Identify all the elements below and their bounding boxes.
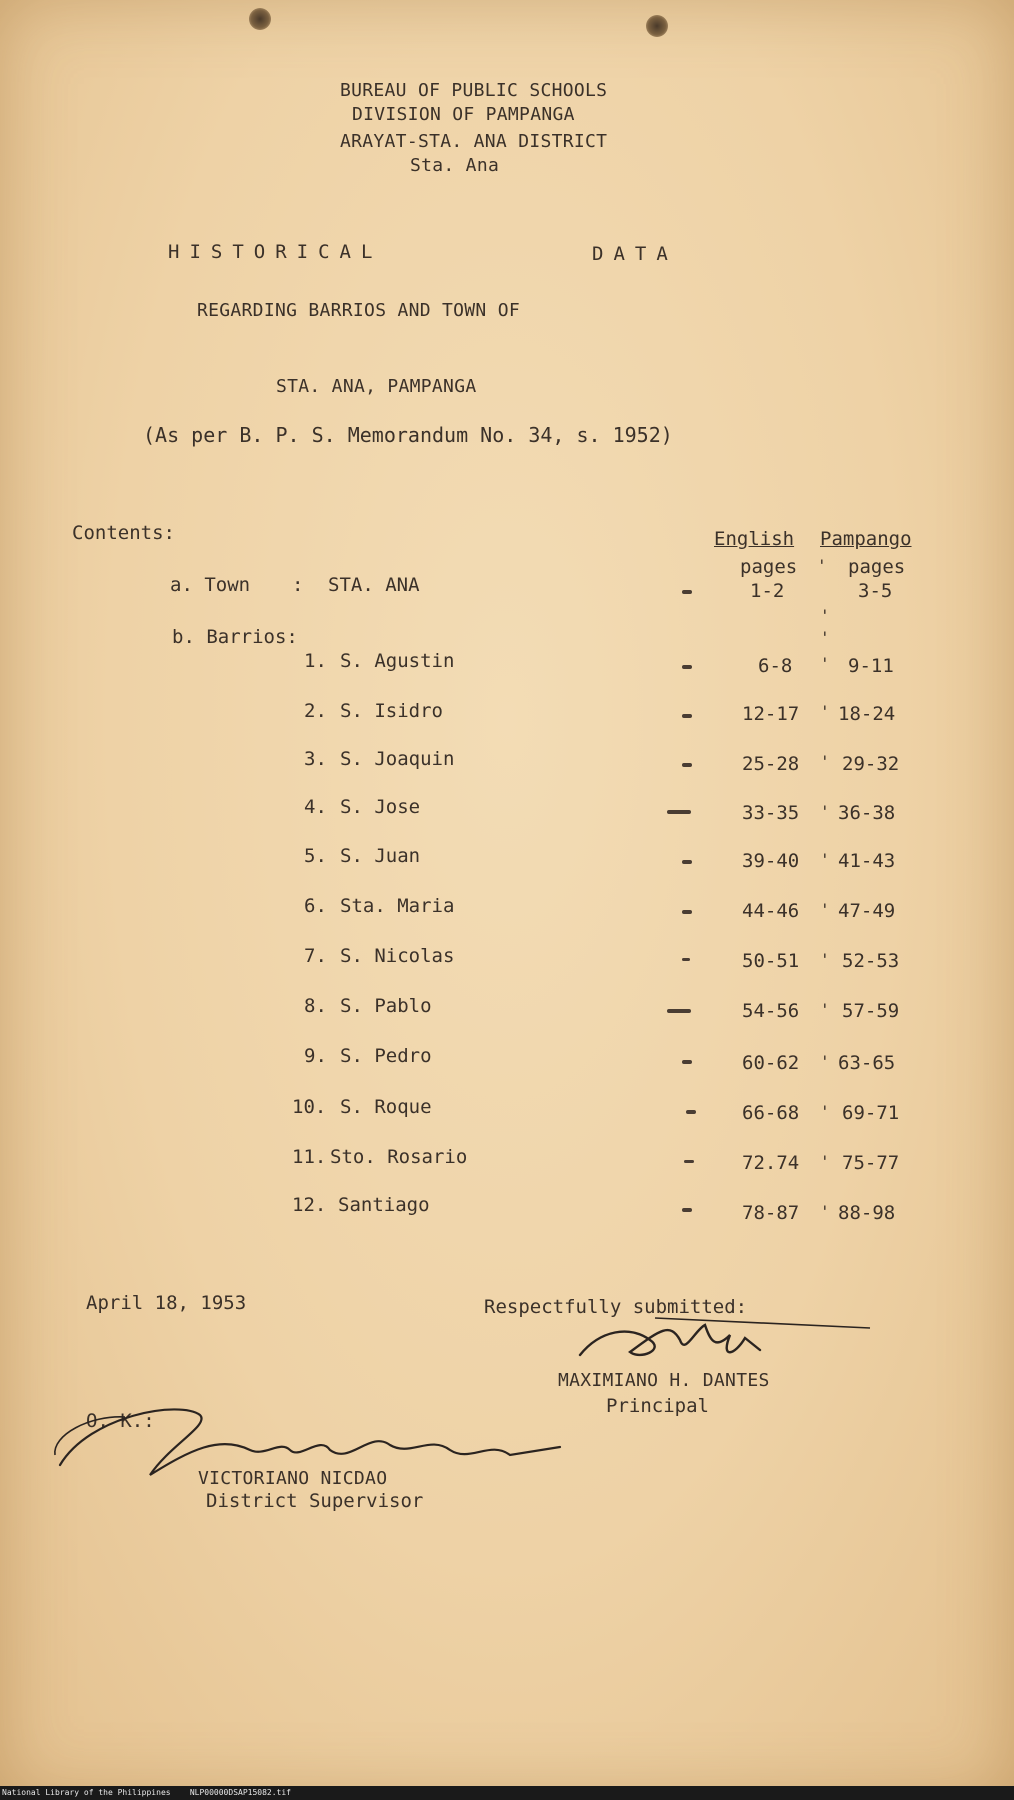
- subtitle: REGARDING BARRIOS AND TOWN OF: [197, 300, 520, 321]
- barrio-pampango-pages: 69-71: [842, 1102, 900, 1124]
- column-separator: ': [820, 1152, 830, 1171]
- barrio-name: S. Nicolas: [340, 945, 455, 967]
- town-pampango-pages: 3-5: [858, 580, 893, 602]
- barrio-name: Sta. Maria: [340, 895, 455, 917]
- column-separator: ': [820, 1202, 830, 1221]
- column-pampango-pages: pages: [848, 556, 906, 578]
- column-separator: ': [817, 556, 827, 575]
- barrio-english-pages: 54-56: [742, 1000, 800, 1022]
- column-separator: ': [820, 702, 830, 721]
- barrio-number: 4.: [304, 796, 327, 818]
- supervisor-title: District Supervisor: [206, 1490, 424, 1512]
- barrio-name: S. Pedro: [340, 1045, 432, 1067]
- barrio-english-pages: 50-51: [742, 950, 800, 972]
- barrio-name: S. Isidro: [340, 700, 443, 722]
- barrio-pampango-pages: 75-77: [842, 1152, 900, 1174]
- barrio-english-pages: 39-40: [742, 850, 800, 872]
- barrio-pampango-pages: 9-11: [848, 655, 894, 677]
- barrio-pampango-pages: 41-43: [838, 850, 896, 872]
- contents-label: Contents:: [72, 522, 175, 544]
- ok-label: O. K.:: [86, 1410, 155, 1432]
- barrio-number: 8.: [304, 995, 327, 1017]
- barrio-number: 10.: [292, 1096, 327, 1118]
- barrio-dash: [682, 763, 692, 767]
- town-dash: [682, 590, 692, 594]
- barrio-number: 5.: [304, 845, 327, 867]
- barrio-english-pages: 60-62: [742, 1052, 800, 1074]
- column-separator: ': [820, 1102, 830, 1121]
- barrio-dash: [682, 860, 692, 864]
- column-separator: ': [820, 1052, 830, 1071]
- barrio-dash: [682, 714, 692, 718]
- header-district: ARAYAT-STA. ANA DISTRICT: [340, 131, 608, 152]
- barrio-english-pages: 12-17: [742, 703, 800, 725]
- punch-hole-left: [249, 8, 271, 30]
- barrio-number: 3.: [304, 748, 327, 770]
- column-separator: ': [820, 950, 830, 969]
- barrio-english-pages: 66-68: [742, 1102, 800, 1124]
- barrio-pampango-pages: 47-49: [838, 900, 896, 922]
- barrio-name: S. Juan: [340, 845, 421, 867]
- barrio-name: S. Jose: [340, 796, 421, 818]
- barrio-english-pages: 6-8: [758, 655, 793, 677]
- barrio-number: 2.: [304, 700, 327, 722]
- supervisor-name: VICTORIANO NICDAO: [198, 1468, 388, 1489]
- column-separator: ': [820, 606, 830, 625]
- punch-hole-right: [646, 15, 668, 37]
- barrio-pampango-pages: 29-32: [842, 753, 900, 775]
- town-name: STA. ANA: [328, 574, 420, 596]
- barrio-number: 7.: [304, 945, 327, 967]
- barrio-dash: [682, 665, 692, 669]
- memo-reference: (As per B. P. S. Memorandum No. 34, s. 1952): [143, 423, 673, 447]
- column-separator: ': [820, 654, 830, 673]
- barrio-dash: [682, 1060, 692, 1064]
- barrio-pampango-pages: 36-38: [838, 802, 896, 824]
- column-separator: ': [820, 1000, 830, 1019]
- principal-signature: [570, 1300, 890, 1370]
- barrio-name: Santiago: [338, 1194, 430, 1216]
- header-bureau: BUREAU OF PUBLIC SCHOOLS: [340, 80, 608, 101]
- scan-footer: [0, 1786, 1014, 1800]
- town-english-pages: 1-2: [750, 580, 785, 602]
- principal-name: MAXIMIANO H. DANTES: [558, 1370, 770, 1391]
- barrio-name: S. Roque: [340, 1096, 432, 1118]
- header-division: DIVISION OF PAMPANGA: [352, 104, 575, 125]
- town-separator: :: [292, 574, 304, 596]
- barrio-pampango-pages: 18-24: [838, 703, 896, 725]
- barrio-name: S. Joaquin: [340, 748, 455, 770]
- column-separator: ': [820, 628, 830, 647]
- barrio-dash: [686, 1110, 696, 1114]
- barrio-dash: [682, 1208, 692, 1212]
- town-prefix: a. Town: [170, 574, 251, 596]
- barrio-number: 1.: [304, 650, 327, 672]
- barrio-english-pages: 78-87: [742, 1202, 800, 1224]
- barrio-english-pages: 33-35: [742, 802, 800, 824]
- respectfully-submitted: Respectfully submitted:: [484, 1296, 748, 1318]
- barrio-dash: [682, 910, 692, 914]
- title-historical: HISTORICAL: [168, 241, 383, 263]
- title-data: DATA: [592, 243, 678, 265]
- barrio-number: 9.: [304, 1045, 327, 1067]
- column-separator: ': [820, 850, 830, 869]
- barrio-english-pages: 72.74: [742, 1152, 800, 1174]
- column-pampango: Pampango: [820, 528, 912, 550]
- barrio-name: Sto. Rosario: [330, 1146, 468, 1168]
- barrio-pampango-pages: 88-98: [838, 1202, 896, 1224]
- submission-date: April 18, 1953: [86, 1292, 247, 1314]
- column-separator: ': [820, 900, 830, 919]
- barrio-dash: [667, 810, 691, 814]
- place-title: STA. ANA, PAMPANGA: [276, 376, 477, 397]
- barrio-number: 6.: [304, 895, 327, 917]
- barrio-english-pages: 44-46: [742, 900, 800, 922]
- barrio-pampango-pages: 63-65: [838, 1052, 896, 1074]
- barrio-dash: [684, 1160, 694, 1163]
- column-english-pages: pages: [740, 556, 798, 578]
- barrio-pampango-pages: 57-59: [842, 1000, 900, 1022]
- barrio-number: 12.: [292, 1194, 327, 1216]
- barrio-number: 11.: [292, 1146, 327, 1168]
- barrio-dash: [667, 1009, 691, 1013]
- header-town: Sta. Ana: [410, 155, 500, 176]
- barrio-name: S. Agustin: [340, 650, 455, 672]
- principal-title: Principal: [606, 1395, 709, 1417]
- footer-library: National Library of the Philippines: [2, 1788, 171, 1797]
- barrio-name: S. Pablo: [340, 995, 432, 1017]
- column-separator: ': [820, 802, 830, 821]
- column-english: English: [714, 528, 795, 550]
- barrio-english-pages: 25-28: [742, 753, 800, 775]
- barrio-dash: [682, 958, 690, 961]
- column-separator: ': [820, 752, 830, 771]
- barrios-label: b. Barrios:: [172, 626, 298, 648]
- footer-file: NLP00000DSAP15082.tif: [189, 1788, 291, 1797]
- barrio-pampango-pages: 52-53: [842, 950, 900, 972]
